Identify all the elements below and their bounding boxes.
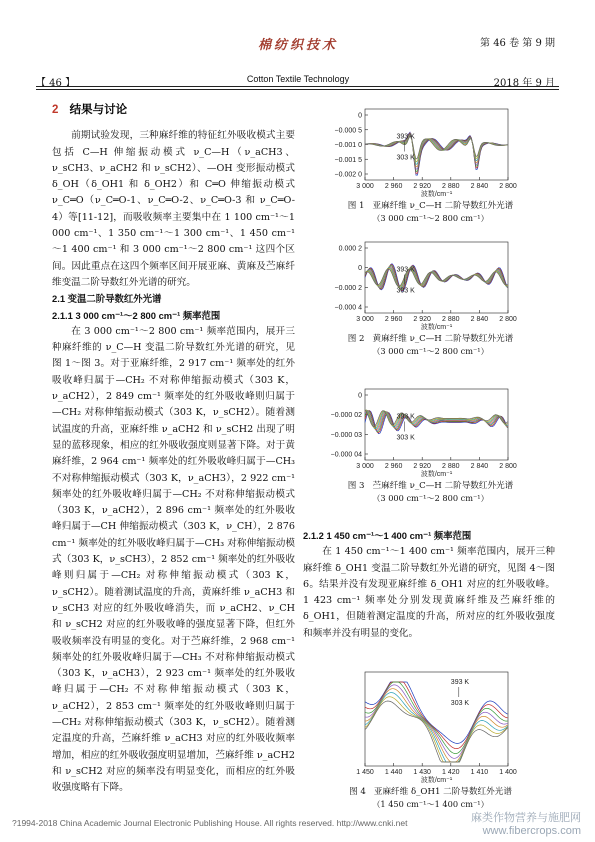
figure-1-label: 图 1 [347, 201, 365, 211]
x-tick-label: 2 800 [499, 463, 517, 470]
x-tick-label: 3 000 [356, 183, 374, 190]
spectrum-series-line [365, 682, 508, 749]
spectrum-series-line [365, 134, 508, 172]
y-tick-label: −0.001 0 [334, 142, 362, 149]
spectrum-series-line [365, 135, 508, 167]
annotation-303k: 303 K [450, 700, 470, 707]
spectrum-series-line [365, 133, 508, 173]
figure-1-title: 亚麻纤维 ν_C—H 二阶导数红外光谱 [372, 201, 514, 211]
y-tick-label: −0.000 02 [330, 412, 362, 420]
paragraph-2-1-1: 在 3 000 cm⁻¹～2 800 cm⁻¹ 频率范围内，展开三种麻纤维的 ν_C—H 变温二阶导数红外光谱的研究，见图 1～图 3。对于亚麻纤维，2 917 cm⁻¹ 频率处的红外吸收峰归属于—CH₂ 不对称伸缩振动模式（303 K，ν_aCH2），2 849 cm⁻¹ 频率处的红外吸收峰则归属于—CH₂ 对称伸缩振动模式（303 K，ν_sCH2）。随着测试温度的升高，亚麻纤维 ν_aCH2 和 ν_sCH2 出现了明显的蓝移现象，相应的红外吸收强度则显著下降。对于黄麻纤维，2 964 cm⁻¹ 频率处的红外吸收峰归属于—CH₃ 不对称伸缩振动模式（303 K，ν_aCH3），2 922 cm⁻¹ 频率处的红外吸收峰归属于—CH₂ 不对称伸缩振动模式（303 K，ν_aCH2），2 896 cm⁻¹ 频率处的红外吸收峰归属于—CH 伸缩振动模式（303 K，ν_CH），2 876 cm⁻¹ 频率处的红外吸收峰归属于—CH₃ 对称伸缩振动模式（303 K，ν_sCH3），2 852 cm⁻¹ 频率处的红外吸收峰则归属于—CH₂ 对称伸缩振动模式（303 K，ν_sCH2）。随着测试温度的升高，黄麻纤维 ν_aCH3 和 ν_sCH3 对应的红外吸收峰消失，而 ν_aCH2、ν_CH 和 ν_sCH2 对应的红外吸收峰的强度显著下降，但红外吸收频率没有明显的变化。对于苎麻纤维，2 968 cm⁻¹ 频率处的红外吸收峰归属于—CH₃ 不对称伸缩振动模式（303 K，ν_aCH3），2 923 cm⁻¹ 频率处的红外吸收峰归属于—CH₂ 不对称伸缩振动模式（303 K，ν_aCH2），2 853 cm⁻¹ 频率处的红外吸收峰则归属于—CH₂ 对称伸缩振动模式（303 K，ν_sCH2）。随着测定温度的升高，苎麻纤维 ν_aCH3 对应的红外吸收频率增加，相应的红外吸收强度明显增加，苎麻纤维 ν_aCH2 和 ν_sCH2 对应的频率没有明显变化，而相应的红外吸收强度略有下降。 [52, 325, 295, 794]
page-number: 【 46 】 [36, 78, 76, 89]
paragraph-2-1-2: 在 1 450 cm⁻¹～1 400 cm⁻¹ 频率范围内，展开三种麻纤维 δ_OH1 变温二阶导数红外光谱的研究，见图 4～图 6。结果并没有发现亚麻纤维 δ_OH1 对应的红外吸收峰。1 423 cm⁻¹ 频率处分别发现黄麻纤维及苎麻纤维的 δ_OH1，但随着测定温度的升高，所对应的红外吸收强度和频率并没有明显的变化。 [303, 546, 555, 639]
x-tick-label: 1 450 [356, 769, 374, 776]
x-tick-label: 2 800 [499, 316, 517, 323]
x-tick-label: 2 920 [413, 463, 431, 470]
figure-3 [303, 385, 558, 504]
subsection-2-1: 2.1 变温二阶导数红外光谱 [52, 293, 162, 305]
copyright-footer: ?1994-2018 China Academic Journal Electronic Publishing House. All rights reserved. http://www.cnki.net [12, 818, 408, 828]
y-tick-label: 0.000 2 [338, 245, 362, 253]
x-tick-label: 2 960 [384, 463, 403, 470]
figure-2 [303, 238, 558, 357]
x-axis-label: 波数/cm⁻¹ [420, 777, 453, 784]
y-tick-label: −0.000 04 [330, 451, 362, 459]
spectrum-series-line [365, 133, 508, 165]
journal-title-en: Cotton Textile Technology [246, 74, 350, 84]
y-tick-label: 0 [358, 392, 362, 400]
x-tick-label: 1 430 [413, 769, 431, 776]
spectrum-series-line [365, 135, 508, 170]
x-tick-label: 2 880 [442, 316, 460, 323]
y-tick-label: 0 [358, 265, 362, 273]
figure-2-label: 图 2 [347, 334, 365, 344]
subsection-2-1-1: 2.1.1 3 000 cm⁻¹～2 800 cm⁻¹ 频率范围 [52, 309, 221, 321]
annotation-393k: 393 K [396, 133, 415, 141]
x-axis-label: 波数/cm⁻¹ [420, 324, 453, 331]
watermark-url: www.fibercrops.com [482, 825, 581, 837]
y-tick-label: −0.001 5 [334, 156, 362, 164]
figure-4 [303, 668, 558, 810]
intro-paragraph: 前期试验发现，三种麻纤维的特征红外吸收模式主要包括 C—H 伸缩振动模式 ν_C—H（ν_aCH3、ν_sCH3、ν_aCH2 和 ν_sCH2）、—OH 变形振动模式 δ_OH（δ_OH1 和 δ_OH2）和 C═O 伸缩振动模式 ν_C═O（ν_C═O-1、ν_C═O-2、ν_C═O-3 和 ν_C═O-4）等[11-12]，而吸收频率主要集中在 1 100 cm⁻¹～1 000 cm⁻¹、1 350 cm⁻¹～1 300 cm⁻¹、1 450 cm⁻¹～1 400 cm⁻¹ 和 3 000 cm⁻¹～2 800 cm⁻¹ 这四个区间。因此重点在这四个频率区间开展亚麻、黄麻及苎麻纤维变温二阶导数红外光谱的研究。 [52, 130, 295, 288]
annotation-393k: 393 K [396, 413, 415, 421]
y-tick-label: −0.000 4 [334, 304, 362, 312]
x-axis-label: 波数/cm⁻¹ [420, 191, 453, 198]
journal-title-cn: 棉纺织技术 [257, 38, 338, 53]
figure-1-plot [303, 105, 558, 200]
watermark-text: 麻类作物营养与施肥网 [471, 812, 581, 824]
x-tick-label: 2 880 [442, 463, 460, 470]
header-rule-thin [36, 89, 559, 90]
y-tick-label: −0.000 5 [334, 127, 362, 135]
figure-4-plot [303, 668, 558, 786]
x-tick-label: 3 000 [356, 463, 374, 470]
x-tick-label: 2 800 [499, 183, 517, 190]
figure-2-caption [303, 333, 558, 346]
section-heading [52, 102, 295, 118]
annotation-303k: 303 K [396, 434, 415, 442]
x-tick-label: 2 840 [470, 183, 489, 190]
x-tick-label: 2 920 [413, 183, 431, 190]
x-tick-label: 2 840 [470, 463, 489, 470]
figure-4-caption [303, 786, 558, 799]
x-tick-label: 1 400 [499, 769, 517, 776]
x-tick-label: 1 420 [442, 769, 460, 776]
figure-4-title: 亚麻纤维 δ_OH1 二阶导数红外光谱 [373, 787, 512, 797]
y-tick-label: 0 [358, 112, 362, 120]
figure-4-range: （1 450 cm⁻¹～1 400 cm⁻¹） [372, 799, 489, 809]
plot-frame [365, 389, 508, 460]
figure-1-range: （3 000 cm⁻¹～2 800 cm⁻¹） [372, 213, 489, 223]
figure-3-label: 图 3 [347, 481, 365, 491]
section-number: 2 [52, 104, 59, 116]
left-column [52, 102, 295, 796]
figure-2-title: 黄麻纤维 ν_C—H 二阶导数红外光谱 [372, 334, 514, 344]
figure-2-range: （3 000 cm⁻¹～2 800 cm⁻¹） [372, 346, 489, 356]
annotation-393k: 393 K [450, 679, 470, 686]
y-tick-label: −0.002 0 [334, 171, 362, 179]
spectrum-series-line [365, 132, 508, 175]
x-tick-label: 1 440 [384, 769, 403, 776]
x-tick-label: 1 410 [470, 769, 489, 776]
figure-3-plot [303, 385, 558, 480]
annotation-303k: 303 K [396, 287, 415, 295]
figure-1 [303, 105, 558, 224]
figure-3-range: （3 000 cm⁻¹～2 800 cm⁻¹） [372, 493, 489, 503]
figure-2-plot [303, 238, 558, 333]
plot-frame [365, 109, 508, 180]
figure-3-title: 苎麻纤维 ν_C—H 二阶导数红外光谱 [372, 481, 514, 491]
x-tick-label: 2 960 [384, 316, 403, 323]
y-tick-label: −0.000 2 [334, 284, 362, 292]
figure-4-label: 图 4 [349, 787, 366, 797]
x-tick-label: 2 960 [384, 183, 403, 190]
right-column-text [303, 528, 555, 642]
x-tick-label: 3 000 [356, 316, 374, 323]
issue-date: 2018 年 9 月 [493, 78, 555, 89]
header-rule [36, 86, 559, 87]
x-axis-label: 波数/cm⁻¹ [420, 471, 453, 478]
watermark [471, 812, 581, 838]
annotation-303k: 303 K [396, 154, 415, 162]
x-tick-label: 2 840 [470, 316, 489, 323]
x-tick-label: 2 880 [442, 183, 460, 190]
volume-issue: 第 46 卷 第 9 期 [480, 38, 555, 49]
x-tick-label: 2 920 [413, 316, 431, 323]
figure-3-caption [303, 480, 558, 493]
y-tick-label: −0.000 03 [330, 431, 362, 439]
spectrum-series-line [365, 133, 508, 162]
figure-1-caption [303, 200, 558, 213]
annotation-393k: 393 K [396, 266, 415, 274]
subsection-2-1-2: 2.1.2 1 450 cm⁻¹～1 400 cm⁻¹ 频率范围 [303, 530, 472, 541]
section-title: 结果与讨论 [69, 104, 128, 116]
